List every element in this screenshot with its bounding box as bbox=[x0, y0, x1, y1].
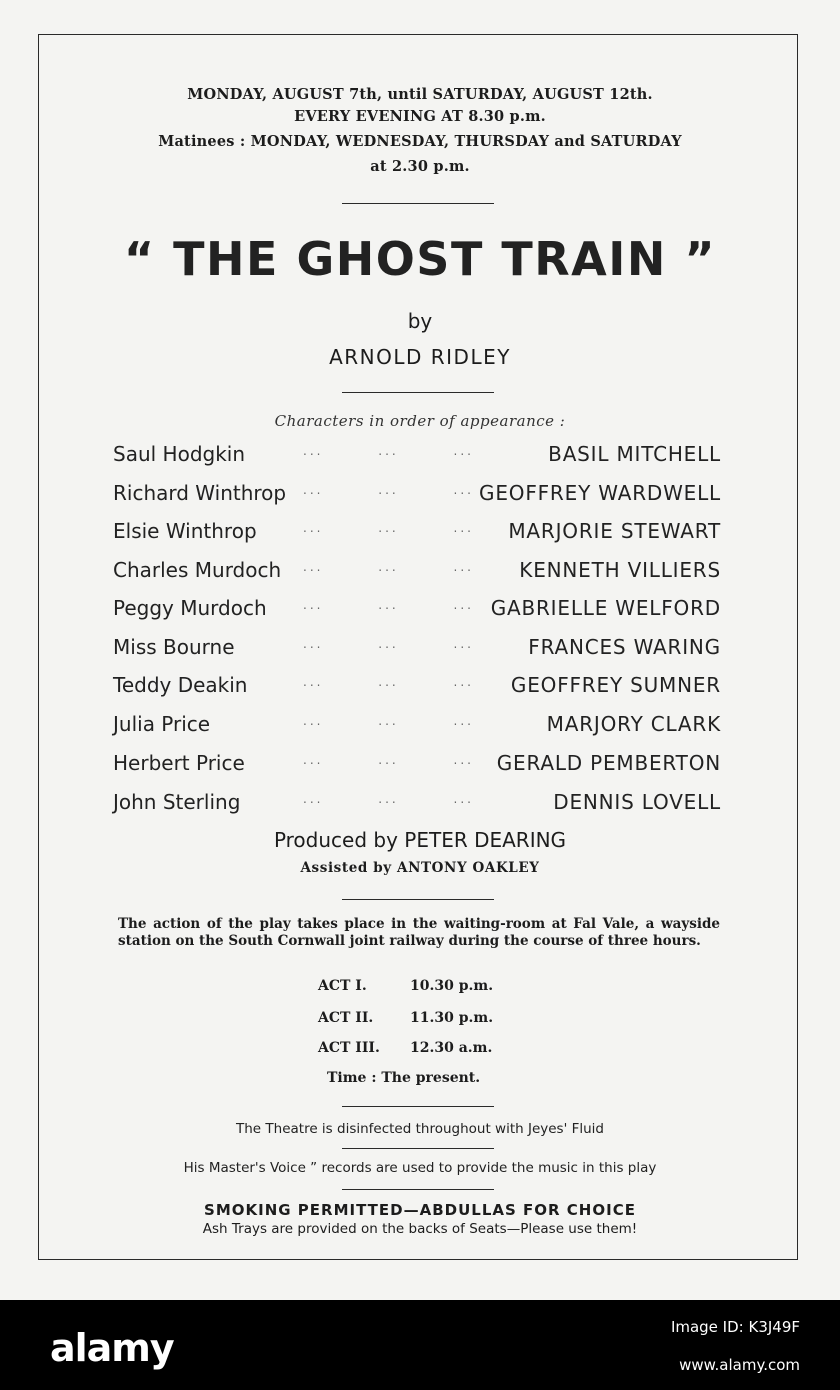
watermark-banner bbox=[0, 1300, 840, 1390]
ashtrays-notice: Ash Trays are provided on the backs of Seats—Please use them! bbox=[202, 1221, 638, 1237]
leader-dots: ... ... ... bbox=[303, 598, 474, 612]
records-notice: His Master's Voice ” records are used to provide the music in this play bbox=[183, 1160, 657, 1176]
matinees-line: Matinees : MONDAY, WEDNESDAY, THURSDAY and SATURDAY bbox=[158, 133, 682, 150]
play-title: “ THE GHOST TRAIN ” bbox=[123, 232, 717, 286]
leader-dots: ... ... ... bbox=[303, 753, 474, 767]
produced-by: Produced by PETER DEARING bbox=[273, 828, 567, 852]
cast-row bbox=[113, 751, 721, 781]
actor-name: KENNETH VILLIERS bbox=[519, 558, 721, 582]
divider-2 bbox=[342, 392, 494, 393]
divider-3 bbox=[342, 899, 494, 900]
cast-row bbox=[113, 558, 721, 588]
stock-url: www.alamy.com bbox=[679, 1356, 800, 1374]
actor-name: GEOFFREY WARDWELL bbox=[479, 481, 721, 505]
act-row bbox=[318, 978, 493, 994]
leader-dots: ... ... ... bbox=[303, 444, 474, 458]
act-time: 11.30 p.m. bbox=[410, 1010, 494, 1026]
act-row bbox=[318, 1040, 492, 1056]
dates-line: MONDAY, AUGUST 7th, until SATURDAY, AUGUST 12th. bbox=[187, 86, 653, 103]
actor-name: MARJORY CLARK bbox=[546, 712, 721, 736]
divider-4 bbox=[342, 1106, 494, 1107]
character-name: Miss Bourne bbox=[113, 635, 235, 659]
author-name: ARNOLD RIDLEY bbox=[329, 345, 511, 369]
actor-name: GABRIELLE WELFORD bbox=[490, 596, 721, 620]
cast-heading: Characters in order of appearance : bbox=[274, 412, 566, 430]
cast-row bbox=[113, 519, 721, 549]
setting-description: The action of the play takes place in the waiting-room at Fal Vale, a wayside station on the South Cornwall joint railway during the course of three hours. bbox=[118, 916, 720, 949]
time-line: Time : The present. bbox=[327, 1070, 481, 1086]
character-name: Peggy Murdoch bbox=[113, 596, 267, 620]
divider-5 bbox=[342, 1148, 494, 1149]
by-label: by bbox=[407, 309, 433, 333]
act-label: ACT I. bbox=[318, 978, 367, 994]
leader-dots: ... ... ... bbox=[303, 560, 474, 574]
act-time: 10.30 p.m. bbox=[410, 978, 494, 994]
act-label: ACT III. bbox=[318, 1040, 380, 1056]
leader-dots: ... ... ... bbox=[303, 637, 474, 651]
character-name: Herbert Price bbox=[113, 751, 245, 775]
actor-name: MARJORIE STEWART bbox=[508, 519, 721, 543]
actor-name: GEOFFREY SUMNER bbox=[510, 673, 721, 697]
divider-1 bbox=[342, 203, 494, 204]
actor-name: BASIL MITCHELL bbox=[548, 442, 721, 466]
assisted-by: Assisted by ANTONY OAKLEY bbox=[300, 860, 540, 876]
divider-6 bbox=[342, 1189, 494, 1190]
cast-row bbox=[113, 442, 721, 472]
character-name: John Sterling bbox=[113, 790, 241, 814]
actor-name: GERALD PEMBERTON bbox=[496, 751, 721, 775]
act-time: 12.30 a.m. bbox=[410, 1040, 493, 1056]
cast-row bbox=[113, 481, 721, 511]
smoking-notice: SMOKING PERMITTED—ABDULLAS FOR CHOICE bbox=[204, 1201, 636, 1219]
cast-row bbox=[113, 790, 721, 820]
character-name: Richard Winthrop bbox=[113, 481, 287, 505]
character-name: Charles Murdoch bbox=[113, 558, 282, 582]
cast-row bbox=[113, 635, 721, 665]
cast-row bbox=[113, 596, 721, 626]
leader-dots: ... ... ... bbox=[303, 483, 474, 497]
leader-dots: ... ... ... bbox=[303, 521, 474, 535]
character-name: Elsie Winthrop bbox=[113, 519, 257, 543]
matinee-time: at 2.30 p.m. bbox=[370, 158, 470, 175]
image-id: Image ID: K3J49F bbox=[670, 1318, 800, 1336]
leader-dots: ... ... ... bbox=[303, 792, 474, 806]
actor-name: DENNIS LOVELL bbox=[553, 790, 721, 814]
actor-name: FRANCES WARING bbox=[528, 635, 721, 659]
character-name: Teddy Deakin bbox=[113, 673, 248, 697]
character-name: Julia Price bbox=[113, 712, 211, 736]
cast-row bbox=[113, 712, 721, 742]
leader-dots: ... ... ... bbox=[303, 714, 474, 728]
cast-row bbox=[113, 673, 721, 703]
leader-dots: ... ... ... bbox=[303, 675, 474, 689]
stock-logo: alamy bbox=[50, 1326, 174, 1370]
character-name: Saul Hodgkin bbox=[113, 442, 246, 466]
act-label: ACT II. bbox=[318, 1010, 374, 1026]
act-row bbox=[318, 1010, 493, 1026]
disinfected-notice: The Theatre is disinfected throughout with Jeyes' Fluid bbox=[236, 1121, 604, 1137]
evening-line: EVERY EVENING AT 8.30 p.m. bbox=[294, 108, 546, 125]
